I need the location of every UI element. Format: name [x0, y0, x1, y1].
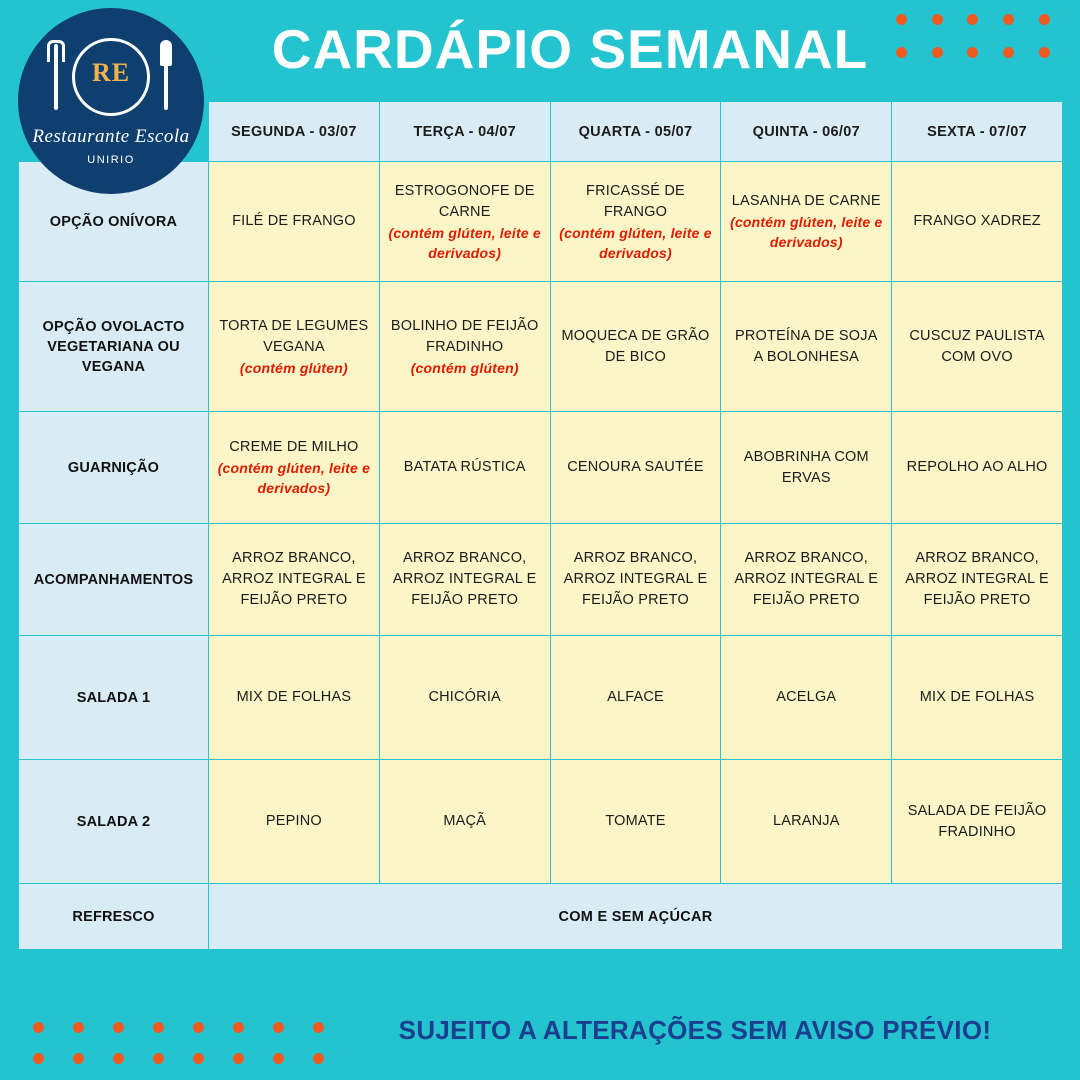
- menu-cell: [721, 760, 892, 884]
- menu-item-text: ALFACE: [607, 689, 664, 705]
- column-header-day-4: QUINTA - 06/07: [721, 102, 892, 162]
- menu-item-text: TORTA DE LEGUMES VEGANA: [219, 317, 369, 355]
- dot-icon: [896, 14, 907, 25]
- footer-disclaimer: SUJEITO A ALTERAÇÕES SEM AVISO PRÉVIO!: [398, 1015, 992, 1045]
- menu-cell: [721, 162, 892, 282]
- menu-cell: [721, 524, 892, 636]
- menu-item-text: BATATA RÚSTICA: [403, 459, 526, 475]
- menu-cell: [721, 282, 892, 412]
- table-row: [19, 884, 1063, 950]
- menu-item-text: BOLINHO DE FEIJÃO FRADINHO: [390, 317, 539, 355]
- refresco-value: COM E SEM AÇÚCAR: [209, 884, 1063, 950]
- menu-cell: [550, 760, 721, 884]
- menu-cell: [550, 162, 721, 282]
- menu-cell: [209, 282, 380, 412]
- menu-cell: [209, 636, 380, 760]
- dot-icon: [153, 1022, 164, 1033]
- row-header-guarnicao: GUARNIÇÃO: [19, 412, 209, 524]
- menu-item-text: CHICÓRIA: [428, 689, 501, 705]
- menu-cell: [379, 162, 550, 282]
- allergen-note: (contém glúten): [410, 359, 519, 376]
- row-header-acompanhamentos: ACOMPANHAMENTOS: [19, 524, 209, 636]
- menu-item-text: FRICASSÉ DE FRANGO: [586, 182, 685, 220]
- dot-icon: [33, 1053, 44, 1064]
- menu-cell: [379, 760, 550, 884]
- menu-cell: [721, 412, 892, 524]
- menu-table: [18, 101, 1063, 950]
- dot-icon: [313, 1053, 324, 1064]
- column-header-day-3: QUARTA - 05/07: [550, 102, 721, 162]
- dot-icon: [73, 1053, 84, 1064]
- dot-icon: [73, 1022, 84, 1033]
- page-title: CARDÁPIO SEMANAL: [271, 18, 869, 80]
- menu-item-text: ARROZ BRANCO, ARROZ INTEGRAL E FEIJÃO PRETO: [734, 550, 879, 608]
- menu-item-text: FRANGO XADREZ: [913, 213, 1041, 229]
- logo-name: Restaurante Escola: [32, 126, 190, 147]
- dot-icon: [967, 14, 978, 25]
- dot-icon: [153, 1053, 164, 1064]
- dot-icon: [113, 1053, 124, 1064]
- logo-monogram: RE: [91, 58, 131, 87]
- menu-cell: [379, 282, 550, 412]
- table-row: [19, 524, 1063, 636]
- menu-cell: [550, 636, 721, 760]
- menu-item-text: TOMATE: [605, 813, 666, 829]
- allergen-note: (contém glúten, leite e derivados): [217, 460, 371, 496]
- dot-icon: [896, 47, 907, 58]
- dot-icon: [233, 1022, 244, 1033]
- column-header-day-5: SEXTA - 07/07: [892, 102, 1063, 162]
- row-header-refresco: REFRESCO: [19, 884, 209, 950]
- row-header-salada-2: SALADA 2: [19, 760, 209, 884]
- menu-item-text: ABOBRINHA COM ERVAS: [743, 448, 869, 486]
- menu-item-text: CENOURA SAUTÉE: [567, 459, 704, 475]
- dot-icon: [193, 1053, 204, 1064]
- menu-item-text: ARROZ BRANCO, ARROZ INTEGRAL E FEIJÃO PRETO: [563, 550, 708, 608]
- menu-cell: [209, 760, 380, 884]
- menu-cell: [209, 162, 380, 282]
- menu-item-text: PROTEÍNA DE SOJA A BOLONHESA: [734, 327, 878, 365]
- menu-cell: [550, 282, 721, 412]
- dot-icon: [1039, 14, 1050, 25]
- menu-item-text: MIX DE FOLHAS: [919, 689, 1035, 705]
- menu-cell: [550, 524, 721, 636]
- table-row: [19, 282, 1063, 412]
- menu-item-text: REPOLHO AO ALHO: [906, 459, 1048, 475]
- logo-subtitle: UNIRIO: [87, 154, 135, 166]
- menu-item-text: ESTROGONOFE DE CARNE: [394, 182, 535, 220]
- menu-item-text: LARANJA: [772, 813, 840, 829]
- allergen-note: (contém glúten, leite e derivados): [559, 224, 712, 261]
- fork-icon: [54, 44, 58, 110]
- table-row: [19, 412, 1063, 524]
- logo: [18, 8, 204, 194]
- menu-item-text: CREME DE MILHO: [229, 439, 359, 455]
- menu-cell: [892, 636, 1063, 760]
- dot-icon: [193, 1022, 204, 1033]
- decorative-dot-grid-bottom: [18, 1022, 338, 1064]
- knife-icon: [164, 44, 168, 110]
- menu-item-text: ARROZ BRANCO, ARROZ INTEGRAL E FEIJÃO PRETO: [392, 550, 537, 608]
- row-header-onivora: OPÇÃO ONÍVORA: [19, 162, 209, 282]
- menu-item-text: ACELGA: [776, 689, 837, 705]
- menu-item-text: MAÇÃ: [443, 813, 487, 829]
- menu-item-text: LASANHA DE CARNE: [731, 193, 881, 209]
- dot-icon: [932, 47, 943, 58]
- dot-icon: [932, 14, 943, 25]
- menu-cell: [892, 412, 1063, 524]
- decorative-dot-grid-top: [884, 14, 1062, 58]
- menu-item-text: ARROZ BRANCO, ARROZ INTEGRAL E FEIJÃO PRETO: [905, 550, 1049, 608]
- menu-item-text: MIX DE FOLHAS: [236, 689, 352, 705]
- menu-cell: [892, 760, 1063, 884]
- column-header-day-2: TERÇA - 04/07: [379, 102, 550, 162]
- menu-cell: [209, 412, 380, 524]
- menu-cell: [209, 524, 380, 636]
- dot-icon: [273, 1053, 284, 1064]
- menu-item-text: MOQUECA DE GRÃO DE BICO: [561, 327, 710, 365]
- menu-cell: [379, 412, 550, 524]
- table-row: [19, 636, 1063, 760]
- dot-icon: [1003, 47, 1014, 58]
- column-header-day-1: SEGUNDA - 03/07: [209, 102, 380, 162]
- menu-cell: [721, 636, 892, 760]
- menu-cell: [892, 524, 1063, 636]
- menu-cell: [892, 282, 1063, 412]
- menu-cell: [379, 636, 550, 760]
- menu-cell: [892, 162, 1063, 282]
- dot-icon: [233, 1053, 244, 1064]
- menu-item-text: ARROZ BRANCO, ARROZ INTEGRAL E FEIJÃO PRETO: [222, 550, 366, 608]
- menu-item-text: CUSCUZ PAULISTA COM OVO: [909, 327, 1045, 365]
- menu-item-text: FILÉ DE FRANGO: [232, 213, 356, 229]
- menu-cell: [379, 524, 550, 636]
- dot-icon: [113, 1022, 124, 1033]
- table-row: [19, 760, 1063, 884]
- dot-icon: [33, 1022, 44, 1033]
- dot-icon: [1039, 47, 1050, 58]
- dot-icon: [273, 1022, 284, 1033]
- dot-icon: [1003, 14, 1014, 25]
- menu-cell: [550, 412, 721, 524]
- row-header-vegetariana: OPÇÃO OVOLACTO VEGETARIANA OU VEGANA: [19, 282, 209, 412]
- allergen-note: (contém glúten, leite e derivados): [388, 224, 541, 261]
- menu-item-text: SALADA DE FEIJÃO FRADINHO: [907, 802, 1047, 840]
- dot-icon: [967, 47, 978, 58]
- menu-item-text: PEPINO: [265, 813, 322, 829]
- row-header-salada-1: SALADA 1: [19, 636, 209, 760]
- allergen-note: (contém glúten): [239, 359, 348, 376]
- allergen-note: (contém glúten, leite e derivados): [730, 214, 883, 250]
- dot-icon: [313, 1022, 324, 1033]
